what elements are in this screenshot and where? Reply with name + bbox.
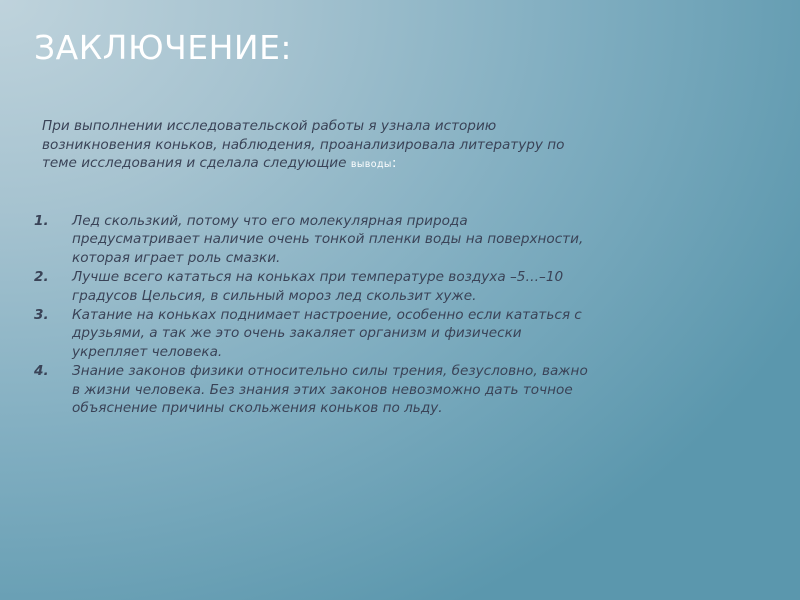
conclusion-number: 1.: [34, 213, 49, 229]
conclusion-text: Лед скользкий, потому что его молекулярная природа предусматривает наличие очень тонкой пленки воды на поверхности, которая играет роль смазки.: [72, 213, 584, 266]
conclusion-item: [30, 306, 590, 361]
conclusion-text: Лучше всего кататься на коньках при температуре воздуха –5…–10 градусов Цельсия, в сильный мороз лед скользит хуже.: [72, 269, 564, 304]
intro-paragraph: [42, 117, 602, 175]
conclusion-number: 3.: [34, 307, 49, 324]
intro-emphasis: выводы: [350, 159, 392, 170]
conclusion-item: [30, 212, 590, 267]
conclusion-item: [30, 268, 590, 305]
conclusion-text: Знание законов физики относительно силы трения, безусловно, важно в жизни человека. Без знания этих законов невозможно дать точное объяснение причины скольжения коньков по льду.: [72, 363, 588, 417]
conclusion-text: Катание на коньках поднимает настроение, особенно если кататься с друзьями, а так же это очень закаляет организм и физически укрепляет человека.: [72, 307, 582, 360]
conclusion-number: 2.: [34, 269, 49, 286]
conclusion-item: [30, 362, 590, 417]
intro-colon: :: [391, 155, 397, 171]
intro-text: При выполнении исследовательской работы я узнала историю возникновения коньков, наблюдения, проанализировала литературу по теме исследования и сделала следующие: [42, 118, 565, 171]
conclusion-number: 4.: [34, 363, 49, 380]
slide-title: ЗАКЛЮЧЕНИЕ:: [34, 28, 293, 67]
conclusions-list: [30, 212, 590, 418]
